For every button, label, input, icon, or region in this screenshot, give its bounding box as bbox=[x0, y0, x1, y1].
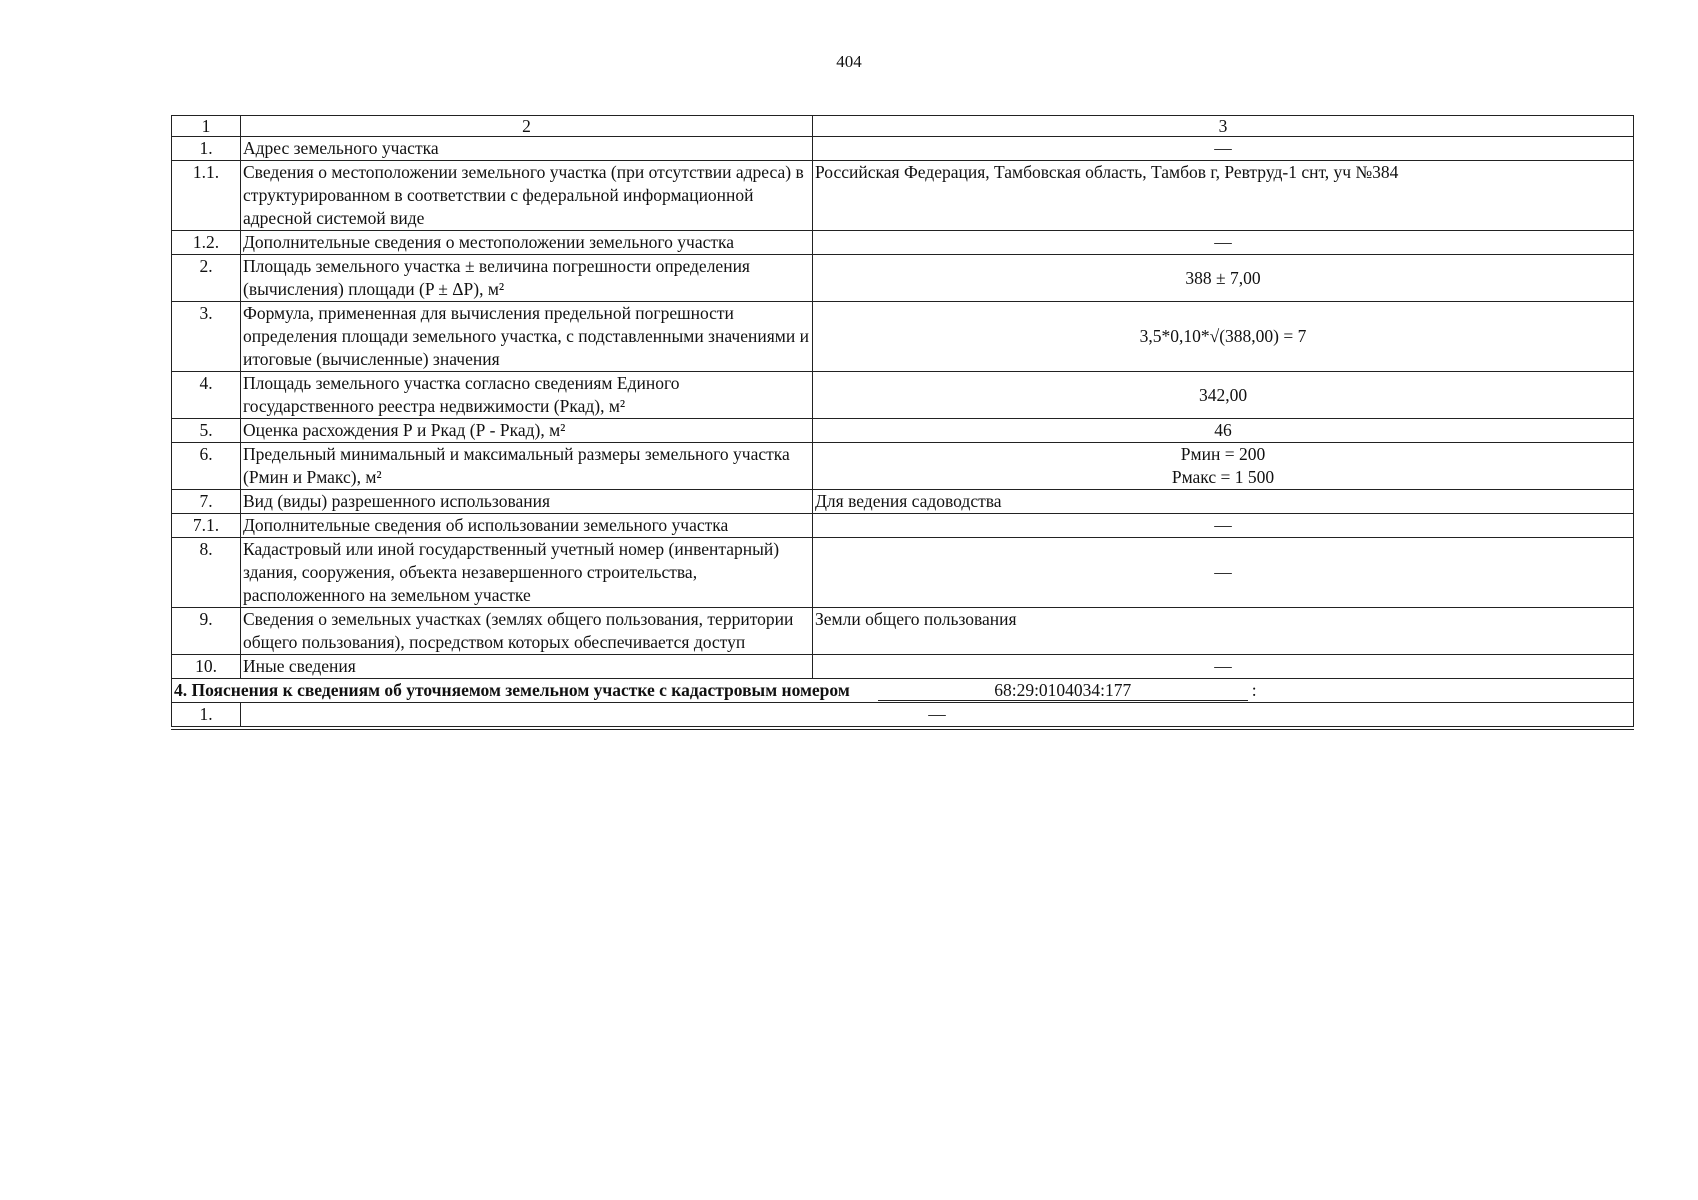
row-label: Дополнительные сведения об использовании земельного участка bbox=[241, 514, 813, 538]
row-value: 388 ± 7,00 bbox=[813, 255, 1634, 302]
row-value: — bbox=[813, 538, 1634, 608]
row-label: Кадастровый или иной государственный учетный номер (инвентарный) здания, сооружения, объекта незавершенного строительства, расположенного на земельном участке bbox=[241, 538, 813, 608]
row-number: 10. bbox=[172, 655, 241, 679]
row-value bbox=[813, 443, 1634, 490]
colon: : bbox=[1251, 680, 1257, 700]
row-value: — bbox=[813, 137, 1634, 161]
row-value: — bbox=[241, 703, 1634, 729]
row-number: 7. bbox=[172, 490, 241, 514]
row-value: — bbox=[813, 231, 1634, 255]
row-label: Сведения о местоположении земельного участка (при отсутствии адреса) в структурированном в соответствии с федеральной информационной адресной системой виде bbox=[241, 161, 813, 231]
row-number: 9. bbox=[172, 608, 241, 655]
table-row bbox=[172, 255, 1634, 302]
row-label: Оценка расхождения Р и Ркад (Р - Ркад), м² bbox=[241, 419, 813, 443]
row-number: 5. bbox=[172, 419, 241, 443]
table-row bbox=[172, 161, 1634, 231]
row-value: Российская Федерация, Тамбовская область, Тамбов г, Ревтруд-1 снт, уч №384 bbox=[813, 161, 1634, 231]
row-number: 2. bbox=[172, 255, 241, 302]
land-plot-info-table bbox=[171, 115, 1634, 730]
row-number: 7.1. bbox=[172, 514, 241, 538]
header-cell-2: 2 bbox=[241, 116, 813, 137]
row-number: 1.2. bbox=[172, 231, 241, 255]
table-row bbox=[172, 703, 1634, 729]
table-row bbox=[172, 490, 1634, 514]
table-row bbox=[172, 231, 1634, 255]
min-size-value: Рмин = 200 bbox=[1180, 444, 1266, 464]
row-label: Дополнительные сведения о местоположении земельного участка bbox=[241, 231, 813, 255]
row-number: 6. bbox=[172, 443, 241, 490]
table-row bbox=[172, 137, 1634, 161]
section-4-title: 4. Пояснения к сведениям об уточняемом земельном участке с кадастровым номером bbox=[174, 680, 850, 700]
row-value: 342,00 bbox=[813, 372, 1634, 419]
row-label: Формула, примененная для вычисления предельной погрешности определения площади земельного участка, с подставленными значениями и итоговые (вычисленные) значения bbox=[241, 302, 813, 372]
row-label: Иные сведения bbox=[241, 655, 813, 679]
row-value: 3,5*0,10*√(388,00) = 7 bbox=[813, 302, 1634, 372]
max-size-value: Рмакс = 1 500 bbox=[1171, 467, 1275, 487]
page-number: 404 bbox=[836, 52, 862, 71]
row-label: Сведения о земельных участках (землях общего пользования, территории общего пользования), посредством которых обеспечивается доступ bbox=[241, 608, 813, 655]
row-value: Земли общего пользования bbox=[813, 608, 1634, 655]
header-cell-1: 1 bbox=[172, 116, 241, 137]
row-number: 1.1. bbox=[172, 161, 241, 231]
row-number: 1. bbox=[172, 703, 241, 729]
row-label: Предельный минимальный и максимальный размеры земельного участка (Рмин и Рмакс), м² bbox=[241, 443, 813, 490]
table-row bbox=[172, 372, 1634, 419]
row-value: 46 bbox=[813, 419, 1634, 443]
row-number: 3. bbox=[172, 302, 241, 372]
row-label: Адрес земельного участка bbox=[241, 137, 813, 161]
header-cell-3: 3 bbox=[813, 116, 1634, 137]
row-value: Для ведения садоводства bbox=[813, 490, 1634, 514]
row-label: Площадь земельного участка согласно сведениям Единого государственного реестра недвижимости (Ркад), м² bbox=[241, 372, 813, 419]
table-row bbox=[172, 514, 1634, 538]
table-row bbox=[172, 538, 1634, 608]
table-row bbox=[172, 608, 1634, 655]
row-value: — bbox=[813, 514, 1634, 538]
row-number: 8. bbox=[172, 538, 241, 608]
section-4-header-row bbox=[172, 679, 1634, 703]
table-row bbox=[172, 655, 1634, 679]
section-4-header bbox=[172, 679, 1634, 703]
row-label: Вид (виды) разрешенного использования bbox=[241, 490, 813, 514]
table-row bbox=[172, 302, 1634, 372]
row-value: — bbox=[813, 655, 1634, 679]
table-row bbox=[172, 443, 1634, 490]
table-header-row bbox=[172, 116, 1634, 137]
row-number: 4. bbox=[172, 372, 241, 419]
row-number: 1. bbox=[172, 137, 241, 161]
table-row bbox=[172, 419, 1634, 443]
row-label: Площадь земельного участка ± величина погрешности определения (вычисления) площади (P ± ΔP), м² bbox=[241, 255, 813, 302]
cadastral-number: 68:29:0104034:177 bbox=[878, 680, 1248, 701]
